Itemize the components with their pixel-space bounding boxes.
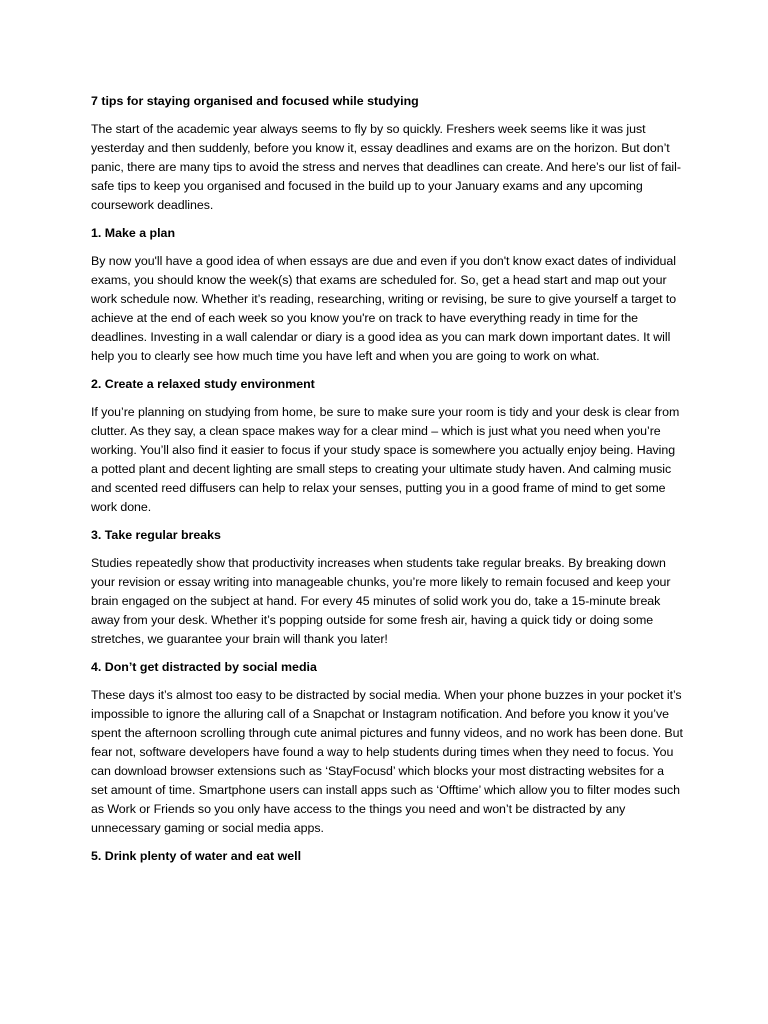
- section-heading-study-environment: 2. Create a relaxed study environment: [91, 377, 315, 391]
- document-page: [91, 92, 683, 875]
- section-body-social-media: These days it’s almost too easy to be distracted by social media. When your phone buzzes in your pocket it’s impossible to ignore the alluring call of a Snapchat or Instagram notification. And before you know it you’ve spent the afternoon scrolling through cute animal pictures and funny videos, and no work has been done. But fear not, software developers have found a way to help students during times when they need to focus. You can download browser extensions such as ‘StayFocusd’ which blocks your most distracting websites for a set amount of time. Smartphone users can install apps such as ‘Offtime’ which allow you to filter modes such as Work or Friends so you only have access to the things you need and won’t be distracted by any unnecessary gaming or social media apps.: [91, 688, 683, 835]
- section-body-study-environment: If you’re planning on studying from home, be sure to make sure your room is tidy and your desk is clear from clutter. As they say, a clean space makes way for a clear mind – which is just what you need when you’re working. You’ll also find it easier to focus if your study space is somewhere you actually enjoy being. Having a potted plant and decent lighting are small steps to creating your ultimate study haven. And calming music and scented reed diffusers can help to relax your senses, putting you in a good frame of mind to get some work done.: [91, 405, 680, 514]
- section-heading-make-a-plan: 1. Make a plan: [91, 226, 176, 240]
- intro-paragraph: The start of the academic year always seems to fly by so quickly. Freshers week seems like it was just yesterday and then suddenly, before you know it, essay deadlines and exams are on the horizon. But don’t panic, there are many tips to avoid the stress and nerves that deadlines can create. And here’s our list of fail-safe tips to keep you organised and focused in the build up to your January exams and any upcoming coursework deadlines.: [91, 122, 681, 212]
- section-heading-social-media: 4. Don’t get distracted by social media: [91, 660, 317, 674]
- section-body-make-a-plan: By now you'll have a good idea of when essays are due and even if you don't know exact dates of individual exams, you should know the week(s) that exams are scheduled for. So, get a head start and map out your work schedule now. Whether it’s reading, researching, writing or revising, be sure to give yourself a target to achieve at the end of each week so you know you're on track to have everything ready in time for the deadlines. Investing in a wall calendar or diary is a good idea as you can mark down important dates. It will help you to clearly see how much time you have left and when you are going to work on what.: [91, 254, 677, 363]
- section-heading-regular-breaks: 3. Take regular breaks: [91, 528, 221, 542]
- section-heading-water-and-eat-well: 5. Drink plenty of water and eat well: [91, 849, 302, 863]
- section-body-regular-breaks: Studies repeatedly show that productivity increases when students take regular breaks. By breaking down your revision or essay writing into manageable chunks, you’re more likely to remain focused and keep your brain engaged on the subject at hand. For every 45 minutes of solid work you do, take a 15-minute break away from your desk. Whether it’s popping outside for some fresh air, having a quick tidy or doing some stretches, we guarantee your brain will thank you later!: [91, 556, 671, 646]
- document-title: 7 tips for staying organised and focused while studying: [91, 94, 419, 108]
